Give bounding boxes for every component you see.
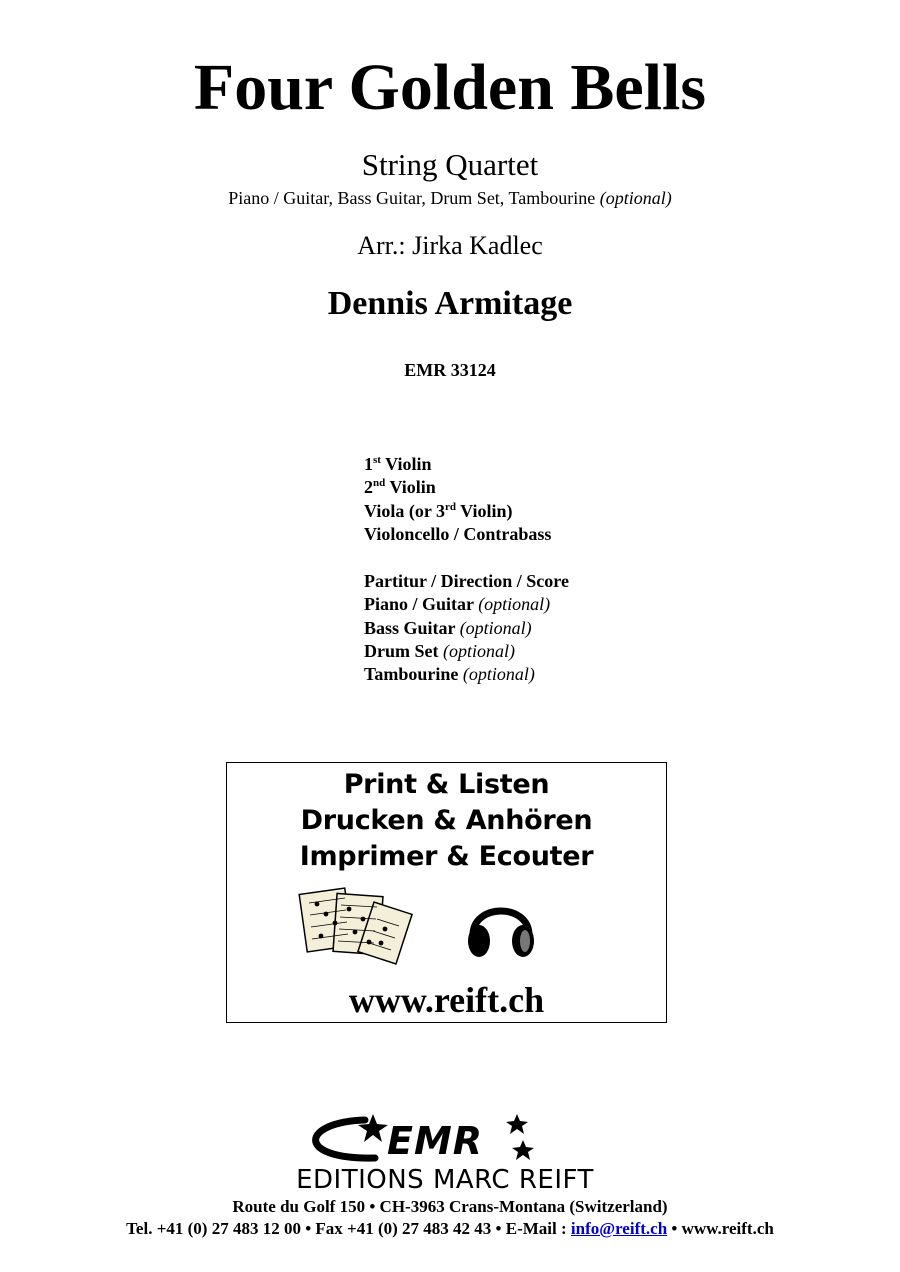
arranger: Arr.: Jirka Kadlec — [357, 231, 543, 260]
title: Four Golden Bells — [193, 51, 707, 124]
subtitle: String Quartet — [361, 147, 539, 182]
emr-logo-text: EMR — [387, 1119, 484, 1163]
part-violin-2: 2nd Violin — [364, 477, 436, 498]
publisher-address: Route du Golf 150 • CH-3963 Crans-Montana (Switzerland) — [232, 1197, 668, 1216]
part-bass-guitar: Bass Guitar (optional) — [364, 617, 532, 638]
contact-phone-fax: Tel. +41 (0) 27 483 12 00 • Fax +41 (0) 27 483 42 43 • E-Mail : — [126, 1219, 567, 1238]
part-tambourine: Tambourine (optional) — [364, 664, 535, 685]
promo-line-english: Print & Listen — [343, 769, 550, 800]
part-score: Partitur / Direction / Score — [364, 571, 569, 592]
composer: Dennis Armitage — [327, 285, 573, 322]
publisher-name: EDITIONS MARC REIFT — [296, 1165, 594, 1194]
instrumentation — [0, 186, 900, 210]
promo-line-french: Imprimer & Ecouter — [299, 841, 594, 872]
publisher-logo — [255, 1108, 635, 1194]
part-violin-1: 1st Violin — [364, 454, 432, 474]
part-drum-set: Drum Set (optional) — [364, 641, 515, 662]
part-cello: Violoncello / Contrabass — [364, 523, 552, 544]
print-listen-box — [226, 762, 667, 1023]
headphones-icon — [468, 911, 534, 957]
parts-list — [364, 453, 569, 687]
promo-website[interactable]: www.reift.ch — [348, 980, 545, 1020]
catalog-number: EMR 33124 — [404, 360, 496, 380]
contact-website[interactable]: • www.reift.ch — [671, 1219, 774, 1238]
sheet-music-icon — [299, 888, 412, 964]
email-link[interactable]: info@reift.ch — [570, 1219, 668, 1238]
promo-icons — [227, 885, 666, 965]
instrumentation-text: Piano / Guitar, Bass Guitar, Drum Set, Tambourine — [228, 188, 596, 208]
promo-line-german: Drucken & Anhören — [300, 805, 593, 836]
part-piano: Piano / Guitar (optional) — [364, 594, 551, 615]
part-viola: Viola (or 3rd Violin) — [364, 500, 513, 521]
instrumentation-optional: (optional) — [599, 188, 672, 208]
publisher-contact — [0, 1218, 900, 1240]
